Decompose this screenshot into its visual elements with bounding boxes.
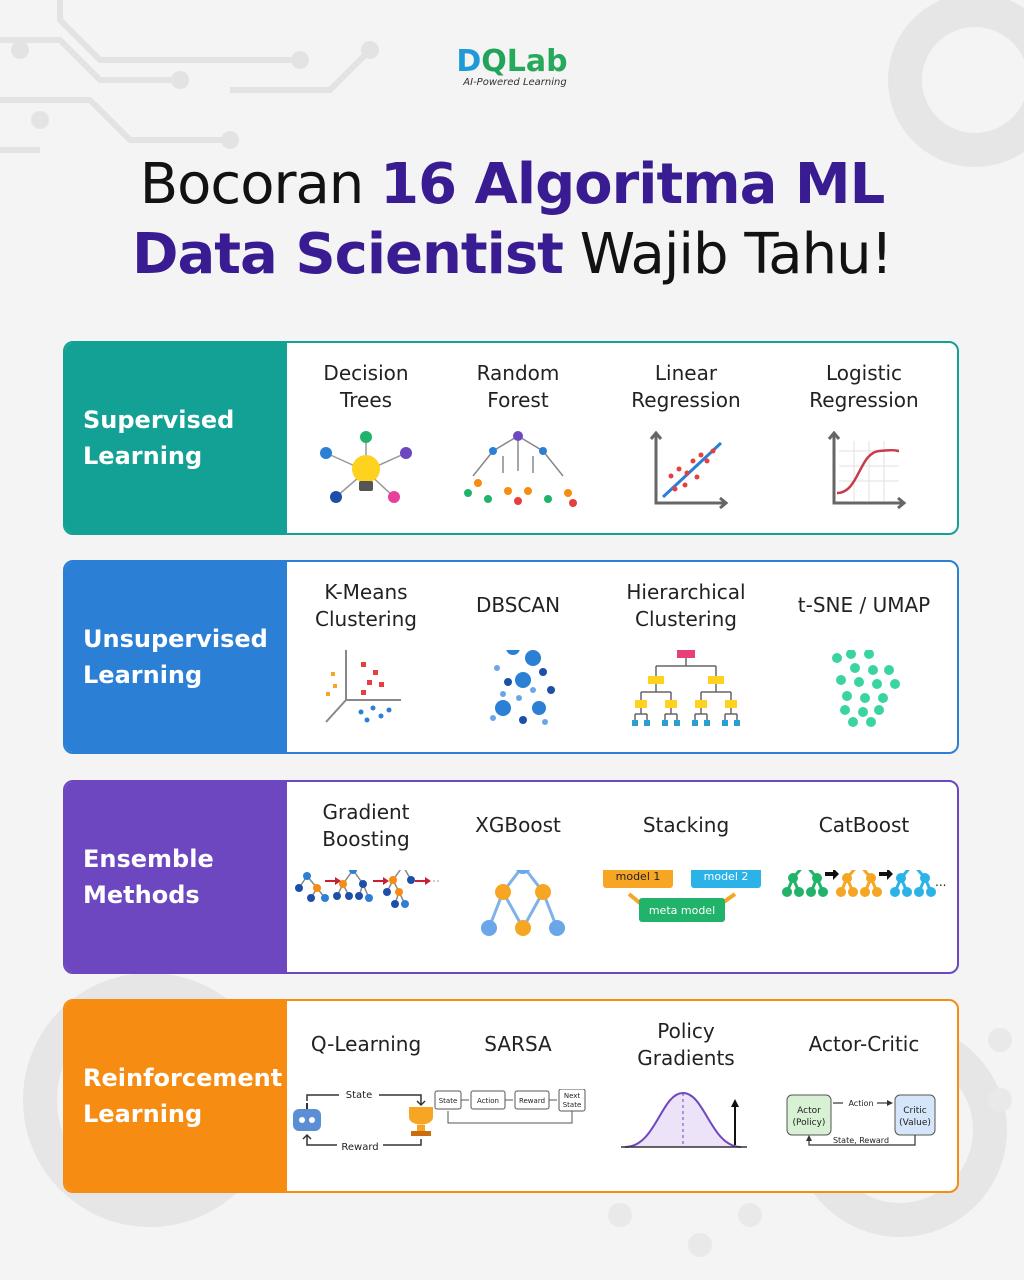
category-label-reinforcement: Reinforcement Learning: [65, 1001, 287, 1191]
title-line-1: [0, 150, 1024, 220]
logo-wordmark: [0, 44, 1024, 79]
algorithm-name: Actor-Critic: [808, 1032, 920, 1056]
title-line1-highlight: 16 Algoritma ML: [380, 152, 885, 217]
dendrogram-icon: [601, 650, 771, 730]
algorithm-kmeans: [281, 562, 451, 752]
kmeans-scatter-icon: [281, 650, 451, 730]
algorithm-name: Logistic Regression: [809, 361, 919, 412]
logo-letter-d: D: [456, 44, 482, 79]
algorithm-name: SARSA: [484, 1032, 552, 1056]
actor-critic-action-label: Action: [848, 1099, 874, 1108]
robot-trophy-loop-icon: [281, 1089, 451, 1169]
algorithm-sarsa: [433, 1001, 603, 1191]
algorithm-name: K-Means Clustering: [315, 580, 417, 631]
xgboost-graph-icon: [433, 870, 603, 950]
algorithm-name: Random Forest: [476, 361, 560, 412]
critic-value-label: (Value): [899, 1118, 931, 1128]
bell-curve-icon: [601, 1089, 771, 1169]
logo-letter-q: Q: [481, 44, 507, 79]
title-line2-highlight: Data Scientist: [131, 222, 563, 287]
algorithm-name: Hierarchical Clustering: [626, 580, 746, 631]
stacking-models-icon: [601, 870, 771, 950]
algorithm-name: Q-Learning: [310, 1032, 422, 1056]
algorithm-random-forest: [433, 343, 603, 533]
algorithm-xgboost: [433, 782, 603, 972]
actor-critic-state-reward-label: State, Reward: [832, 1136, 890, 1145]
logo-tagline: AI-Powered Learning: [463, 77, 567, 88]
catboost-ellipsis: ...: [935, 875, 947, 889]
algorithm-stacking: [601, 782, 771, 972]
algorithm-catboost: [779, 782, 949, 972]
sarsa-next-state-label: State: [562, 1101, 582, 1109]
algorithm-name: Stacking: [642, 813, 730, 837]
algorithm-name: CatBoost: [818, 813, 910, 837]
critic-label: Critic: [903, 1106, 927, 1116]
actor-policy-label: (Policy): [792, 1118, 826, 1128]
stacking-model-1-label: model 1: [615, 870, 661, 883]
brand-logo: [0, 44, 1024, 88]
algorithm-name: Gradient Boosting: [322, 800, 410, 851]
algorithm-name: Decision Trees: [323, 361, 409, 412]
category-label-ensemble: Ensemble Methods: [65, 782, 287, 972]
title-line-2: [0, 220, 1024, 290]
q-learning-state-label: State: [345, 1090, 373, 1101]
stacking-model-2-label: model 2: [703, 870, 749, 883]
lightbulb-network-icon: [281, 431, 451, 511]
sarsa-flow-icon: [433, 1089, 603, 1169]
dot-manifold-icon: [779, 650, 949, 730]
algorithm-name: Policy Gradients: [637, 1019, 735, 1070]
algorithm-tsne-umap: [779, 562, 949, 752]
forest-tree-icon: [433, 431, 603, 511]
dbscan-cluster-icon: [433, 650, 603, 730]
category-label-supervised: Supervised Learning: [65, 343, 287, 533]
actor-label: Actor: [797, 1106, 821, 1116]
algorithm-policy-gradients: [601, 1001, 771, 1191]
algorithm-logistic-regression: [779, 343, 949, 533]
algorithm-hierarchical: [601, 562, 771, 752]
scatter-regression-icon: [601, 431, 771, 511]
sarsa-state-label: State: [438, 1097, 458, 1105]
algorithm-q-learning: [281, 1001, 451, 1191]
page-title: [0, 150, 1024, 290]
algorithm-name: Linear Regression: [631, 361, 741, 412]
title-line2-plain: Wajib Tahu!: [562, 222, 893, 287]
boosting-trees-icon: [281, 870, 451, 950]
stacking-meta-model-label: meta model: [648, 904, 716, 917]
category-label-unsupervised: Unsupervised Learning: [65, 562, 287, 752]
actor-critic-icon: [779, 1089, 949, 1169]
logo-letters-lab: Lab: [506, 44, 568, 79]
algorithm-name: DBSCAN: [475, 593, 561, 617]
algorithm-decision-trees: [281, 343, 451, 533]
algorithm-gradient-boosting: [281, 782, 451, 972]
category-card-unsupervised: [63, 560, 959, 754]
q-learning-reward-label: Reward: [341, 1142, 379, 1153]
title-line1-plain: Bocoran: [139, 152, 381, 217]
catboost-trees-icon: [779, 870, 959, 950]
algorithm-actor-critic: [779, 1001, 949, 1191]
algorithm-name: XGBoost: [475, 813, 561, 837]
sarsa-reward-label: Reward: [518, 1097, 546, 1105]
algorithm-dbscan: [433, 562, 603, 752]
sarsa-action-label: Action: [477, 1097, 499, 1105]
sigmoid-curve-icon: [779, 431, 949, 511]
category-card-reinforcement: [63, 999, 959, 1193]
category-card-supervised: [63, 341, 959, 535]
category-card-ensemble: [63, 780, 959, 974]
algorithm-linear-regression: [601, 343, 771, 533]
sarsa-next-label: Next: [563, 1092, 581, 1100]
algorithm-name: t-SNE / UMAP: [797, 593, 931, 617]
